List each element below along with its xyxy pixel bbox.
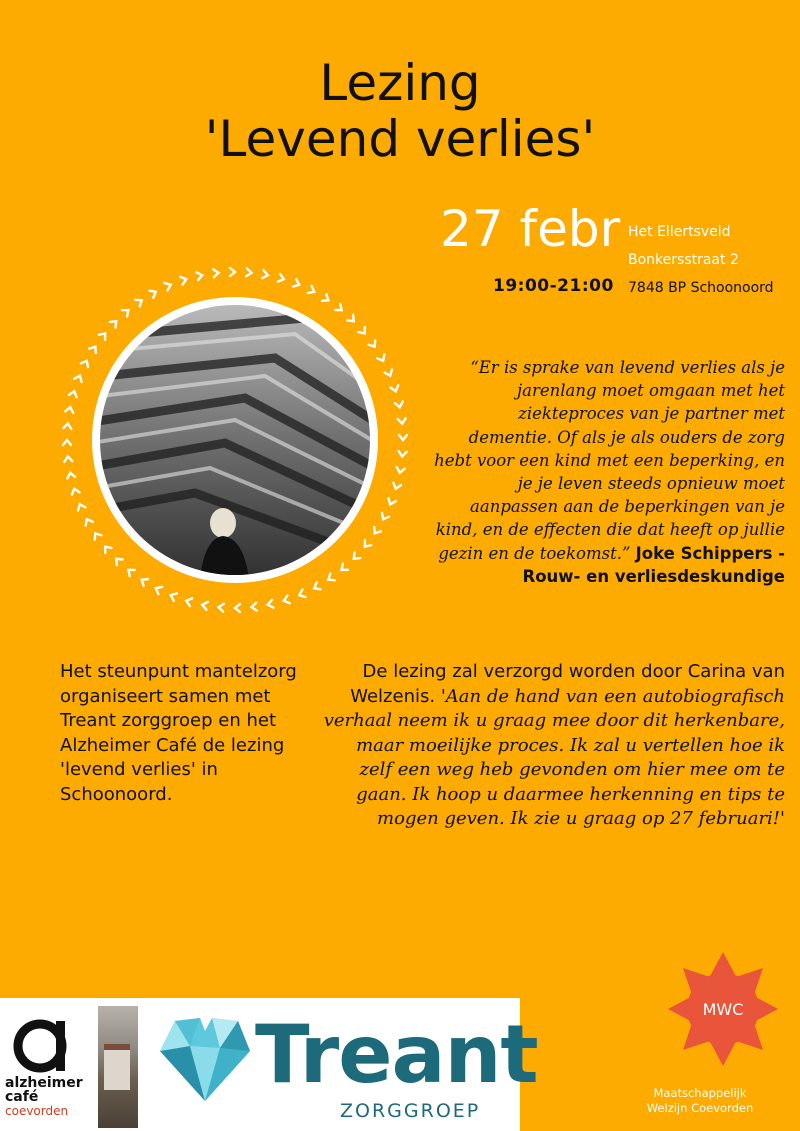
quote-author: Joke Schippers - Rouw- en verliesdeskundige bbox=[522, 543, 785, 586]
chevron-mark bbox=[322, 294, 331, 303]
chevron-mark bbox=[362, 540, 371, 549]
alzheimer-line-3: coevorden bbox=[5, 1104, 69, 1118]
chevron-mark bbox=[262, 270, 268, 279]
partner-logo-strip bbox=[0, 998, 538, 1131]
intro-text: Het steunpunt mantelzorg organiseert samen met Treant zorggroep en het Alzheimer Café de lezing 'levend verlies' in Schoonoord. bbox=[60, 661, 297, 805]
venue-name: Het Ellertsveld bbox=[628, 224, 731, 240]
event-venue bbox=[628, 218, 774, 302]
chevron-mark bbox=[347, 315, 356, 324]
chevron-mark bbox=[197, 271, 203, 280]
chevron-mark bbox=[298, 590, 306, 599]
chevron-mark bbox=[371, 527, 380, 536]
chevron-mark bbox=[110, 318, 119, 327]
chevron-mark bbox=[180, 275, 187, 284]
chevron-mark bbox=[165, 281, 173, 290]
chevron-mark bbox=[230, 268, 235, 276]
chevron-mark bbox=[390, 385, 399, 392]
chevron-mark bbox=[283, 595, 290, 604]
lecture-quote: 'Aan de hand van een autobiografisch verhaal neem ik u graag mee door dit herkenbare, maar moeilijke proces. Ik zal u vertellen hoe ik zelf een weg heb gevonden om hier mee om te gaan. Ik hoop u daarmee herkenning en tips te mogen geven. Ik zie u graag op 27 februari!' bbox=[323, 685, 785, 829]
mwc-logo bbox=[668, 950, 778, 1068]
alzheimer-line-1: alzheimer bbox=[5, 1075, 83, 1091]
mwc-caption bbox=[610, 1086, 790, 1116]
chevron-mark bbox=[339, 564, 348, 573]
alzheimer-cafe-name bbox=[5, 1076, 83, 1118]
alzheimer-cafe-logo bbox=[10, 1013, 70, 1075]
title-line-1: Lezing bbox=[319, 54, 481, 112]
chevron-mark bbox=[326, 574, 335, 583]
crystal-heart-icon bbox=[150, 1006, 260, 1116]
lecture-text bbox=[320, 660, 785, 832]
lecture-lead: De lezing zal verzorgd worden door Carina van Welzenis. bbox=[350, 661, 785, 707]
chevron-mark bbox=[396, 467, 405, 473]
chevron-mark bbox=[398, 418, 406, 424]
chevron-mark bbox=[351, 552, 360, 561]
title-line-2: 'Levend verlies' bbox=[204, 110, 596, 168]
quote-text: “Er is sprake van levend verlies als je jarenlang moet omgaan met het ziekteproces van je partner met dementie. Of als je als ouders de zorg hebt voor een kind met een beperking, en je je leven steeds opnieuw moet aanpassen aan de beperkingen van je kind, en de effecten die dat heeft op jullie gezin en de toekomst.” bbox=[434, 358, 785, 563]
chevron-mark bbox=[213, 269, 219, 277]
chevron-mark bbox=[122, 307, 131, 316]
chevron-mark bbox=[398, 451, 406, 457]
chevron-mark bbox=[83, 517, 92, 525]
chevron-mark bbox=[185, 597, 192, 606]
chevron-mark bbox=[74, 374, 83, 382]
chevron-mark bbox=[169, 592, 177, 601]
chevron-mark bbox=[385, 370, 394, 378]
event-time: 19:00-21:00 bbox=[493, 276, 614, 296]
chevron-mark bbox=[63, 440, 71, 445]
chevron-mark bbox=[99, 331, 108, 340]
chevron-mark bbox=[150, 288, 158, 297]
chevron-mark bbox=[102, 544, 111, 553]
building-photo bbox=[98, 1006, 138, 1128]
chevron-mark bbox=[66, 472, 75, 478]
chevron-mark bbox=[64, 456, 72, 462]
chevron-mark bbox=[70, 488, 79, 495]
mwc-caption-line-1: Maatschappelijk bbox=[653, 1086, 747, 1100]
chevron-mark bbox=[201, 601, 207, 610]
chevron-mark bbox=[251, 603, 257, 611]
chevron-mark bbox=[278, 274, 285, 283]
chevron-mark bbox=[154, 585, 162, 594]
chevron-mark bbox=[335, 304, 344, 313]
mwc-logo-label: MWC bbox=[702, 1000, 744, 1019]
chevron-mark bbox=[267, 600, 273, 609]
maze-photo-wreath bbox=[45, 258, 425, 628]
chevron-mark bbox=[246, 268, 252, 276]
chevron-mark bbox=[395, 402, 404, 408]
chevron-mark bbox=[69, 390, 78, 397]
chevron-mark bbox=[113, 556, 122, 565]
mwc-caption-line-2: Welzijn Coevorden bbox=[646, 1101, 754, 1115]
chevron-mark bbox=[135, 297, 144, 306]
venue-street: Bonkersstraat 2 bbox=[628, 252, 739, 268]
treant-logo-subtitle: ZORGGROEP bbox=[340, 1100, 481, 1122]
chevron-mark bbox=[308, 286, 316, 295]
alzheimer-line-2: café bbox=[5, 1089, 39, 1105]
venue-city: 7848 BP Schoonoord bbox=[628, 280, 774, 296]
chevron-mark bbox=[218, 603, 224, 611]
chevron-mark bbox=[92, 531, 101, 540]
quote-block bbox=[430, 356, 785, 588]
chevron-mark bbox=[380, 513, 389, 521]
chevron-mark bbox=[387, 498, 396, 506]
chevron-mark bbox=[126, 567, 135, 576]
chevron-mark bbox=[392, 483, 401, 490]
page-title bbox=[0, 55, 800, 167]
chevron-mark bbox=[312, 582, 320, 591]
chevron-mark bbox=[293, 279, 301, 288]
chevron-mark bbox=[377, 355, 386, 363]
chevron-mark bbox=[399, 435, 407, 440]
chevron-mark bbox=[89, 344, 98, 353]
hedge-maze-image bbox=[85, 298, 385, 588]
chevron-mark bbox=[76, 503, 85, 511]
chevron-mark bbox=[65, 406, 74, 412]
event-date: 27 febr bbox=[440, 200, 621, 258]
treant-logo-text: Treant bbox=[255, 1008, 538, 1101]
chevron-mark bbox=[369, 340, 378, 349]
chevron-mark bbox=[139, 576, 148, 585]
chevron-mark bbox=[235, 604, 240, 612]
chevron-mark bbox=[359, 327, 368, 336]
chevron-mark bbox=[63, 423, 71, 429]
chevron-mark bbox=[81, 359, 90, 367]
